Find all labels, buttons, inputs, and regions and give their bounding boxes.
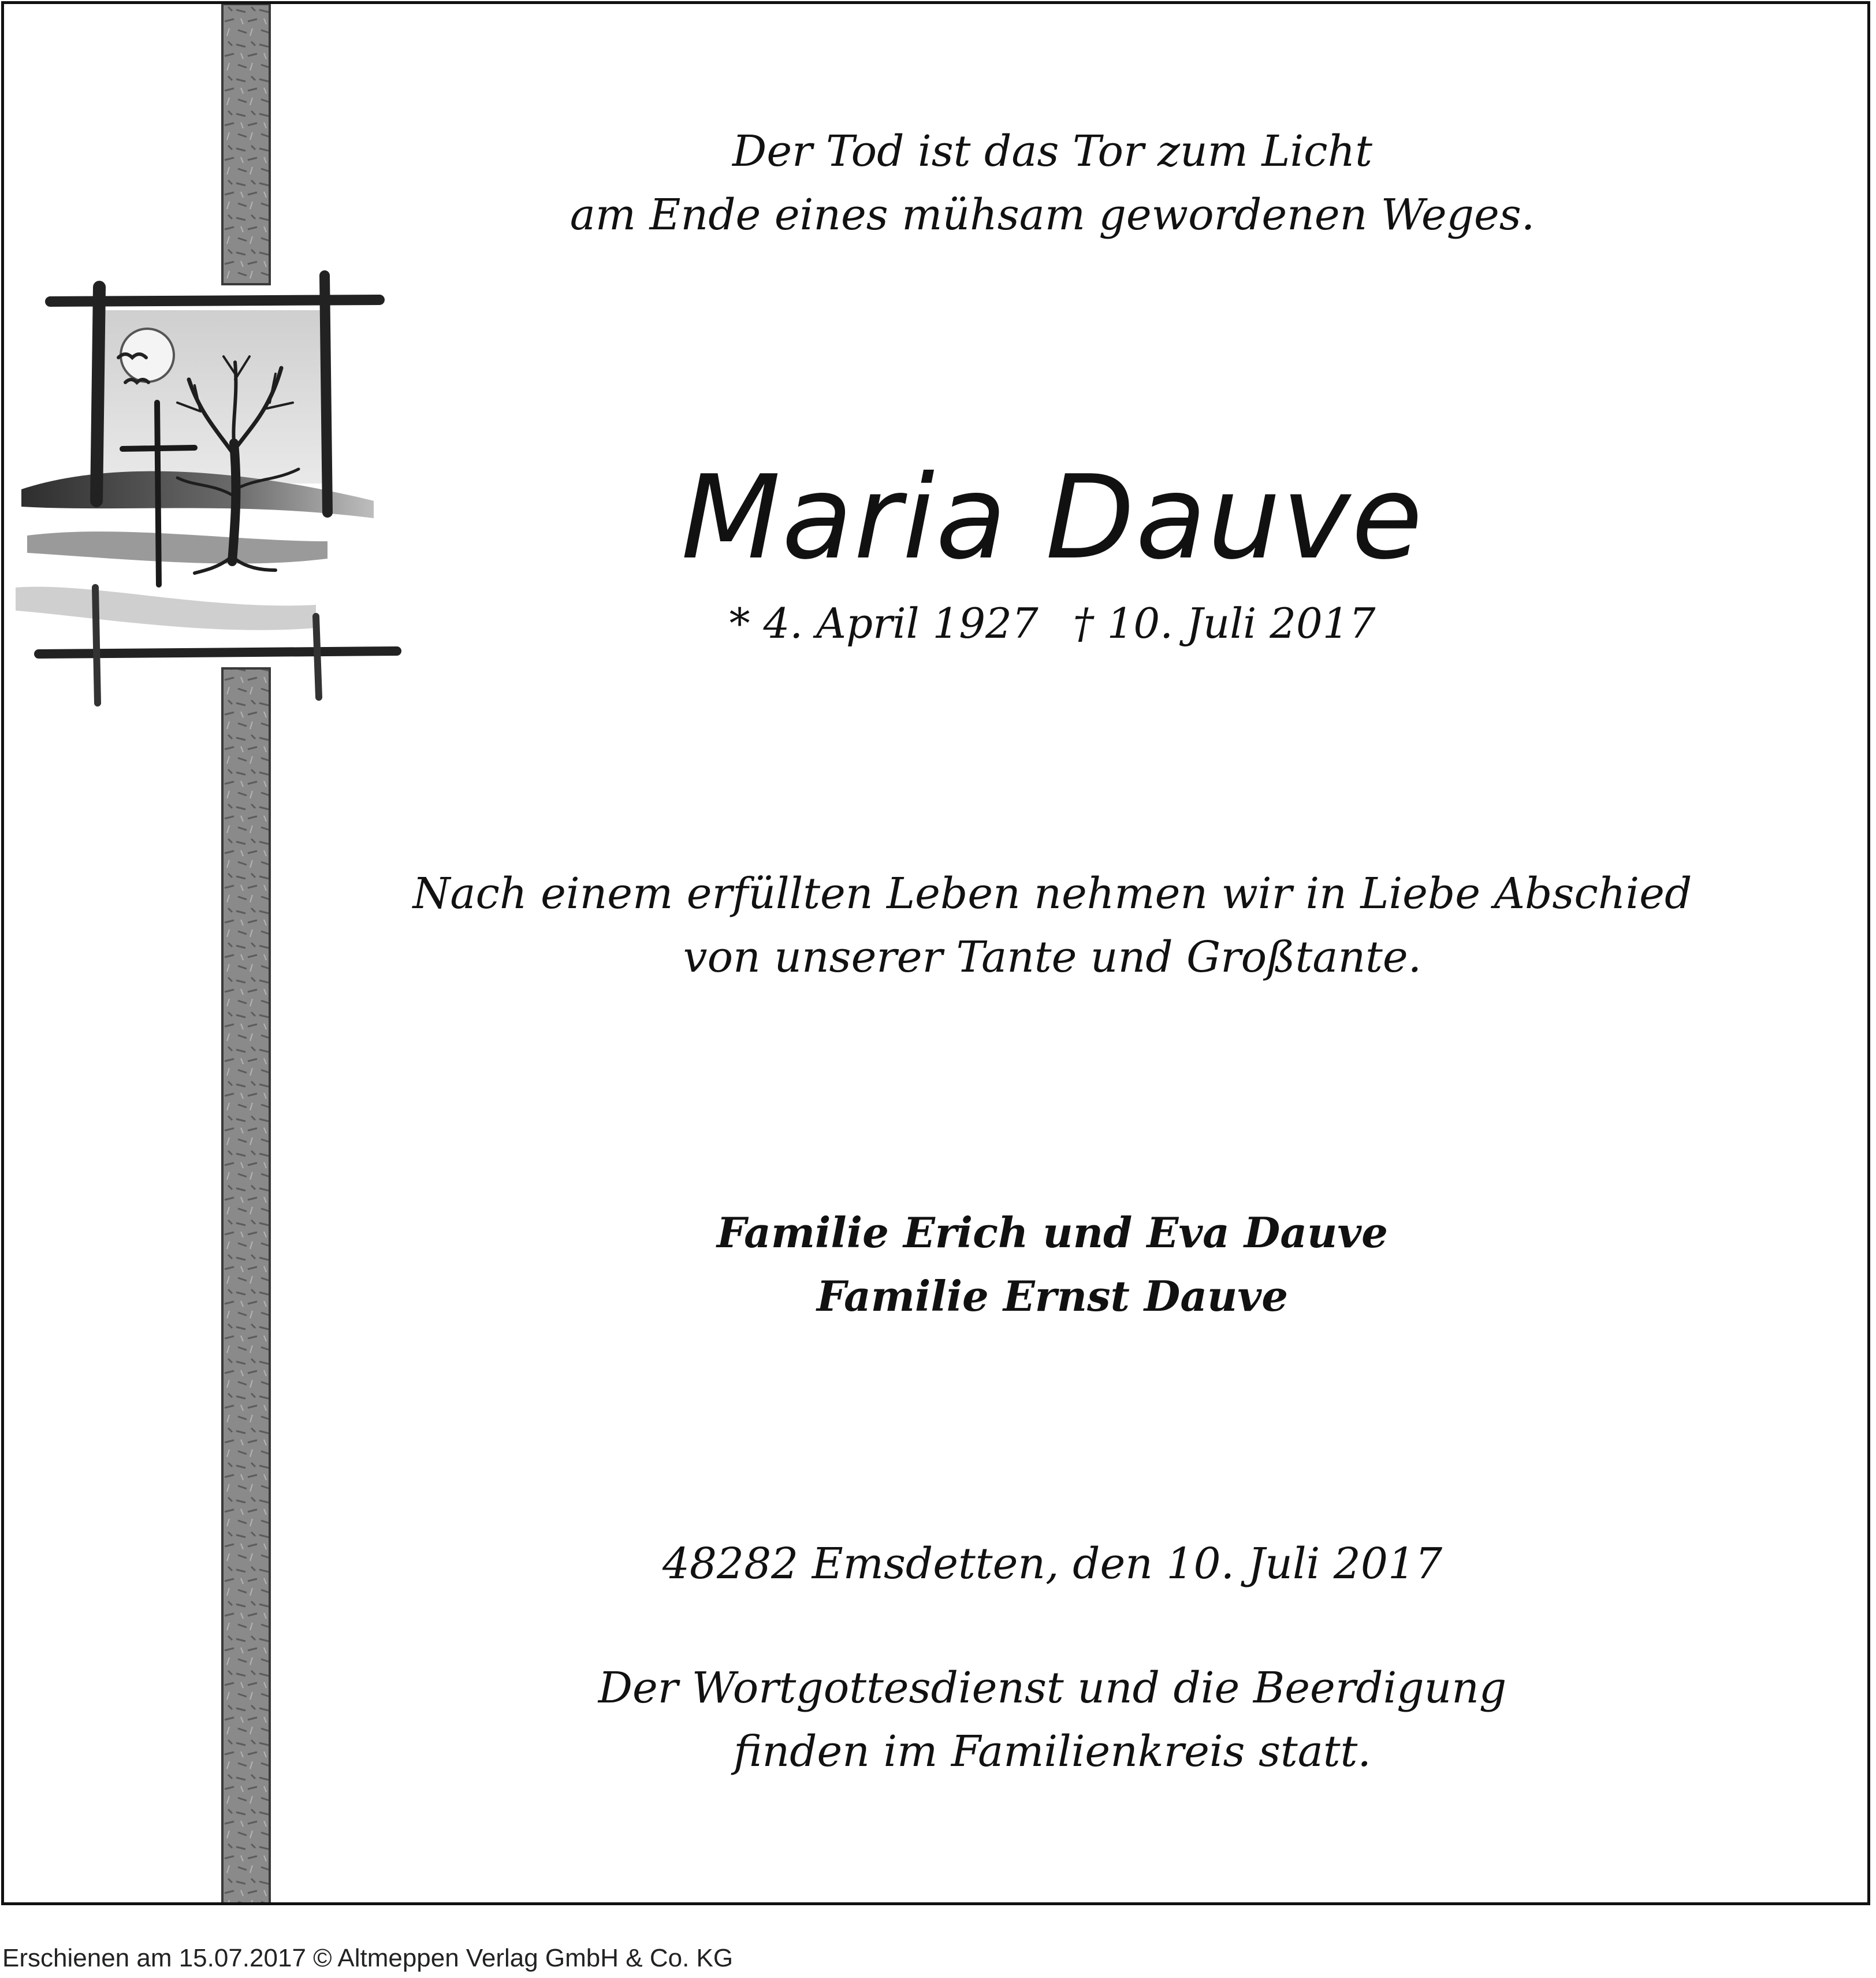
farewell-line-1: Nach einem erfüllten Leben nehmen wir in Liebe Abschied (412, 869, 1692, 919)
birth-date: * 4. April 1927 (729, 599, 1038, 648)
place-and-date: 48282 Emsdetten, den 10. Juli 2017 (662, 1539, 1443, 1589)
service-line-2: finden im Familienkreis statt. (734, 1727, 1371, 1776)
motto-line-2: am Ende eines mühsam gewordenen Weges. (570, 190, 1535, 240)
death-date: † 10. Juli 2017 (1073, 599, 1376, 648)
mourner-family: Familie Erich und Eva Dauve (717, 1208, 1388, 1257)
motto-line-1: Der Tod ist das Tor zum Licht (732, 127, 1372, 176)
mourners-list (385, 1201, 1719, 1328)
memorial-artwork (4, 4, 408, 1905)
motto (385, 120, 1719, 247)
stone-column-top (222, 4, 270, 284)
mourner-family: Familie Ernst Dauve (816, 1271, 1289, 1321)
service-note (385, 1656, 1719, 1783)
farewell-line-2: von unserer Tante und Großtante. (683, 932, 1422, 982)
farewell-text (385, 862, 1719, 989)
obituary-notice (1, 1, 1870, 1905)
stone-column-bottom (222, 668, 270, 1905)
service-line-1: Der Wortgottesdienst und die Beerdigung (598, 1663, 1507, 1713)
life-dates (385, 594, 1719, 652)
deceased-name: Maria Dauve (681, 451, 1424, 585)
publication-footer: Erschienen am 15.07.2017 © Altmeppen Verlag GmbH & Co. KG (2, 1944, 734, 1972)
